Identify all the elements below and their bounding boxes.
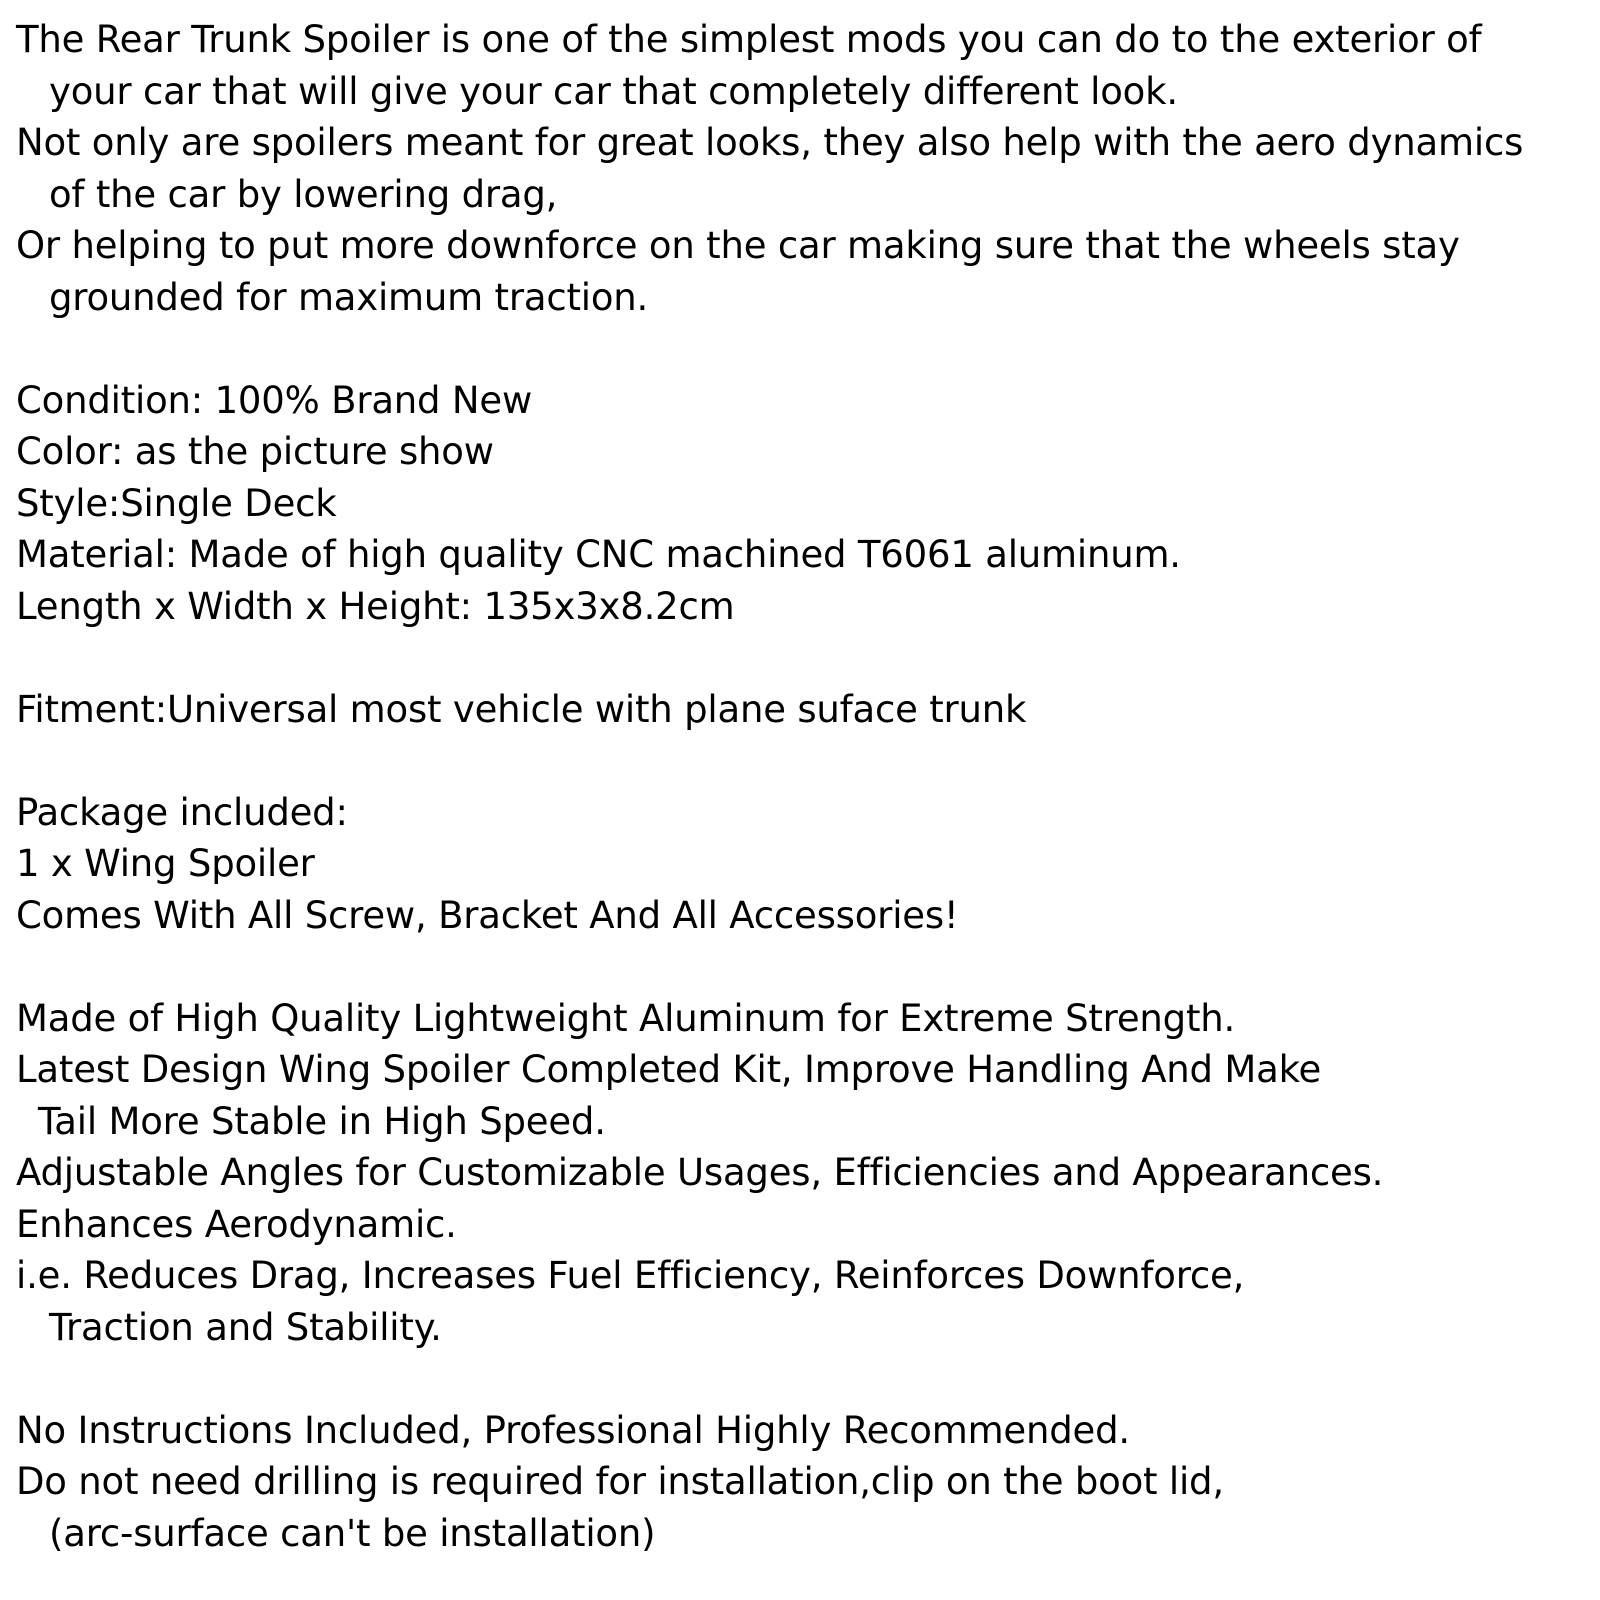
intro-line: grounded for maximum traction.: [49, 275, 649, 319]
spec-material: Material: Made of high quality CNC machined T6061 aluminum.: [16, 533, 1181, 576]
spacer: [16, 735, 1586, 787]
package-item: Comes With All Screw, Bracket And All Accessories!: [16, 893, 959, 937]
spec-dimensions: Length x Width x Height: 135x3x8.2cm: [16, 584, 735, 628]
specs-section: [16, 375, 1586, 633]
feature-line: Latest Design Wing Spoiler Completed Kit, Improve Handling And Make: [16, 1048, 1322, 1091]
spacer: [16, 941, 1586, 993]
spec-color: Color: as the picture show: [16, 430, 494, 473]
spec-condition: Condition: 100% Brand New: [16, 378, 532, 422]
package-section: [16, 787, 1586, 942]
product-description: [16, 14, 1586, 1559]
intro-line: Not only are spoilers meant for great looks, they also help with the aero dynamics: [16, 121, 1524, 164]
intro-section: [16, 14, 1586, 323]
fitment-text: Fitment:Universal most vehicle with plane suface trunk: [16, 687, 1027, 731]
note-line: Do not need drilling is required for installation,clip on the boot lid,: [16, 1460, 1224, 1503]
package-item: 1 x Wing Spoiler: [16, 842, 315, 885]
feature-line: Tail More Stable in High Speed.: [38, 1099, 606, 1143]
feature-line: Adjustable Angles for Customizable Usages, Efficiencies and Appearances.: [16, 1151, 1384, 1194]
spacer: [16, 323, 1586, 375]
intro-line: The Rear Trunk Spoiler is one of the simplest mods you can do to the exterior of: [16, 18, 1482, 61]
feature-line: i.e. Reduces Drag, Increases Fuel Efficiency, Reinforces Downforce,: [16, 1254, 1245, 1297]
spacer: [16, 1353, 1586, 1405]
spec-style: Style:Single Deck: [16, 481, 337, 525]
notes-section: [16, 1405, 1586, 1560]
feature-line: Traction and Stability.: [49, 1305, 442, 1349]
feature-line: Made of High Quality Lightweight Aluminum for Extreme Strength.: [16, 996, 1236, 1040]
package-heading: Package included:: [16, 790, 348, 834]
features-section: [16, 993, 1586, 1354]
intro-line: of the car by lowering drag,: [49, 172, 558, 216]
fitment-section: [16, 684, 1586, 736]
intro-line: your car that will give your car that completely different look.: [49, 69, 1178, 113]
note-line: (arc-surface can't be installation): [49, 1511, 656, 1555]
note-line: No Instructions Included, Professional Highly Recommended.: [16, 1408, 1130, 1452]
spacer: [16, 632, 1586, 684]
intro-line: Or helping to put more downforce on the car making sure that the wheels stay: [16, 224, 1460, 267]
feature-line: Enhances Aerodynamic.: [16, 1202, 457, 1246]
